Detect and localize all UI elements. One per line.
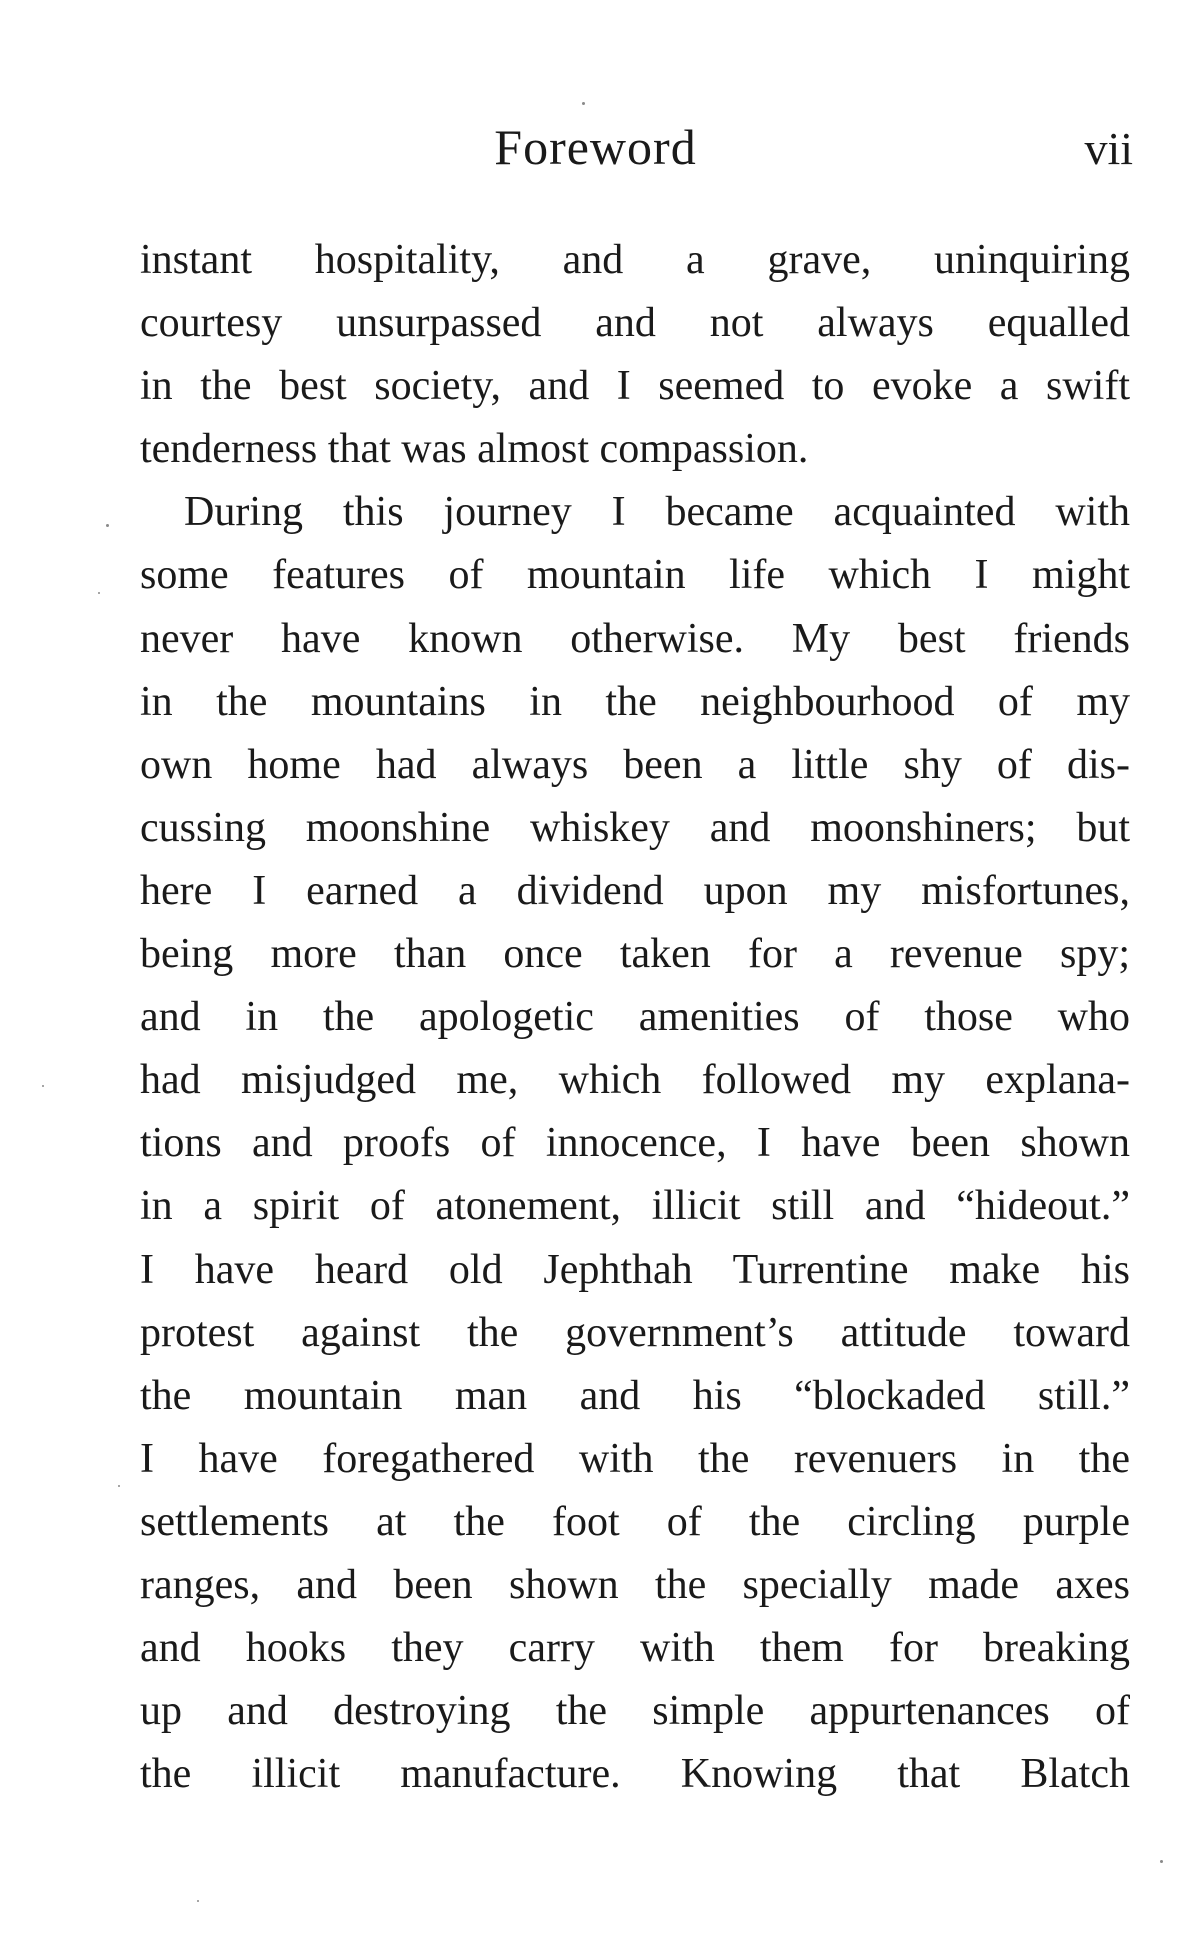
text-line: and hooks they carry with them for breaking [140, 1625, 1130, 1672]
text-line: ranges, and been shown the specially made axes [140, 1561, 1130, 1608]
scan-speck [582, 102, 585, 105]
scan-speck [98, 592, 100, 594]
text-line: During this journey I became acquainted with [184, 489, 1130, 536]
text-line: the mountain man and his “blockaded still.” [140, 1372, 1130, 1419]
running-title: Foreword [494, 119, 697, 175]
text-line: had misjudged me, which followed my explana- [140, 1057, 1130, 1104]
text-line: never have known otherwise. My best friends [140, 615, 1130, 662]
text-line: tenderness that was almost compassion. [140, 426, 809, 473]
text-line: own home had always been a little shy of dis- [140, 741, 1130, 788]
text-line: the illicit manufacture. Knowing that Blatch [140, 1751, 1130, 1798]
text-line: I have heard old Jephthah Turrentine make his [140, 1246, 1130, 1293]
scan-speck [197, 1900, 199, 1902]
text-line: I have foregathered with the revenuers in the [140, 1435, 1130, 1482]
text-line: instant hospitality, and a grave, uninquiring [140, 237, 1130, 283]
text-line: some features of mountain life which I might [140, 552, 1130, 599]
text-line: protest against the government’s attitude toward [140, 1309, 1130, 1356]
scan-speck [1160, 1860, 1163, 1863]
text-line: courtesy unsurpassed and not always equalled [140, 300, 1130, 347]
text-line: and in the apologetic amenities of those who [140, 994, 1130, 1041]
text-line: in the best society, and I seemed to evoke a swift [140, 363, 1130, 410]
text-line: tions and proofs of innocence, I have been shown [140, 1120, 1130, 1167]
page-number: vii [1084, 123, 1133, 174]
text-line: up and destroying the simple appurtenances of [140, 1688, 1130, 1735]
text-line: here I earned a dividend upon my misfortunes, [140, 867, 1130, 914]
running-head [0, 118, 1191, 178]
body-text [140, 229, 1130, 1806]
text-line: in a spirit of atonement, illicit still and “hideout.” [140, 1183, 1130, 1230]
scan-speck [106, 524, 109, 527]
text-line: cussing moonshine whiskey and moonshiners; but [140, 804, 1130, 851]
text-line: in the mountains in the neighbourhood of my [140, 678, 1130, 725]
text-line: settlements at the foot of the circling purple [140, 1498, 1130, 1545]
scan-speck [118, 1485, 120, 1487]
text-line: being more than once taken for a revenue spy; [140, 931, 1130, 978]
scan-speck [42, 1085, 44, 1087]
